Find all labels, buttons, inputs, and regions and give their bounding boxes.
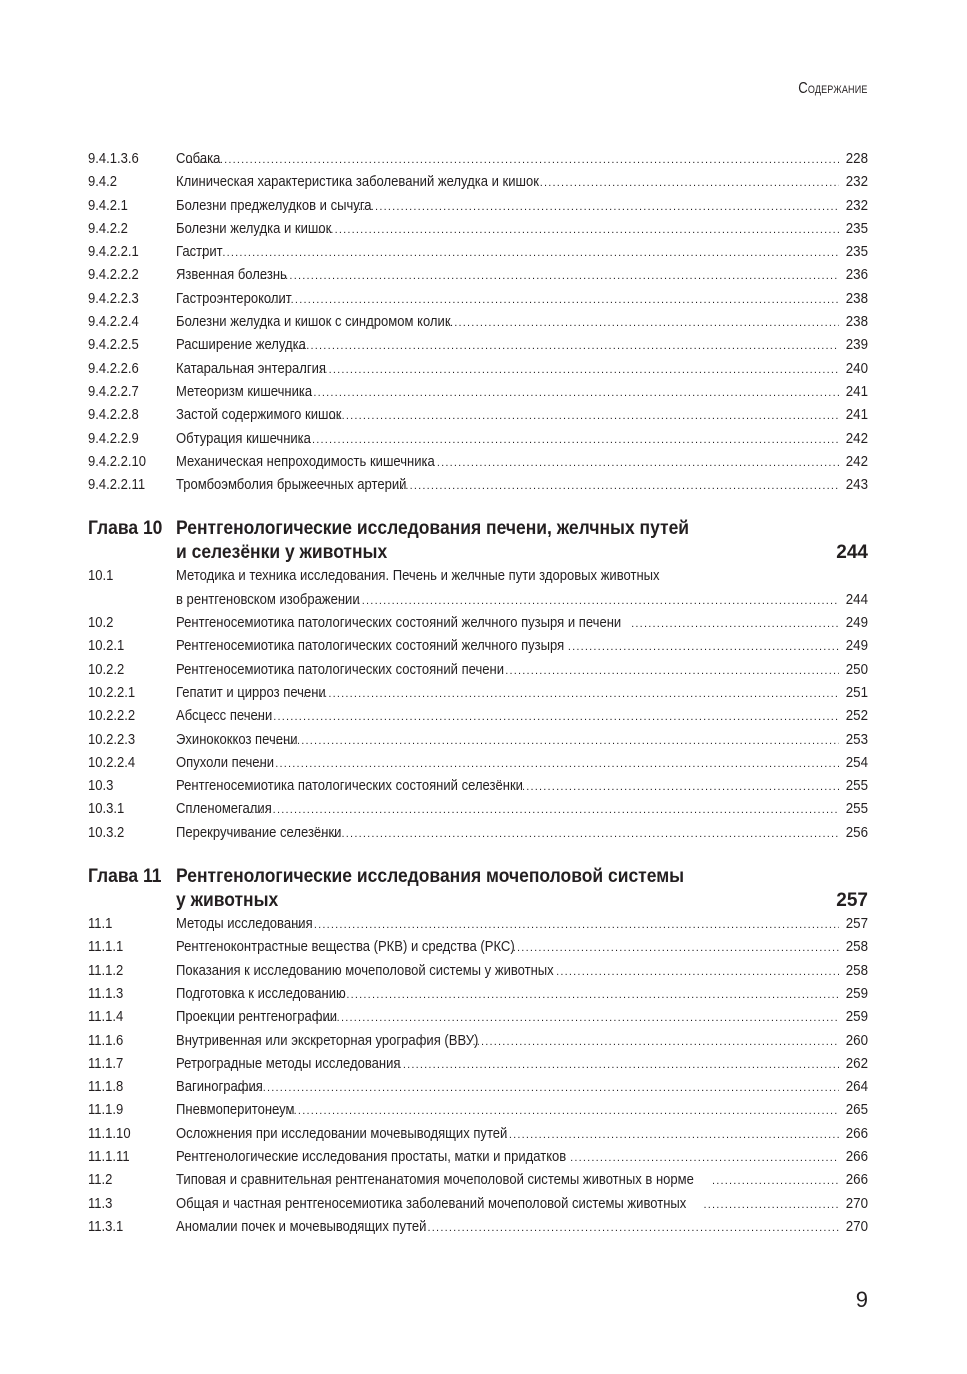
toc-entry[interactable] [88,1146,868,1169]
dot-leader [245,753,839,776]
entry-title: Расширение желудка [176,337,306,354]
dot-leader [522,776,839,799]
entry-page: 266 [845,1172,868,1189]
entry-page: 264 [845,1079,868,1096]
dot-leader [320,823,839,846]
entry-number: 9.4.2.2.3 [88,290,139,307]
entry-page: 265 [845,1102,868,1119]
toc-entry[interactable] [88,659,868,682]
dot-leader [393,475,839,498]
dot-leader [631,613,839,636]
running-head: Содержание [798,80,868,97]
entry-title: Рентгеноконтрастные вещества (РКВ) и средства (РКС) [176,939,515,956]
entry-page: 249 [845,615,868,632]
toc-entry[interactable] [88,404,868,427]
dot-leader [303,683,839,706]
chapter-label: Глава 11 [88,866,162,888]
entry-number: 9.4.2.2.1 [88,244,139,261]
entry-page: 249 [845,638,868,655]
entry-number: 11.1.8 [88,1079,124,1096]
dot-leader [540,172,839,195]
toc-entry[interactable] [88,682,868,705]
chapter-10-heading[interactable] [88,517,868,565]
dot-leader [188,242,839,265]
entry-page: 254 [845,754,868,771]
entry-page: 241 [845,407,868,424]
entry-page: 255 [845,801,868,818]
entry-number: 10.2.2.2 [88,708,136,725]
dot-leader [341,590,839,613]
toc-entry[interactable] [88,729,868,752]
chapter-title-cont: у животных [176,890,279,912]
toc-entry[interactable] [88,334,868,357]
entry-page: 232 [845,197,868,214]
dot-leader [386,1054,839,1077]
entry-title: Гастрит [176,244,223,261]
toc-entry[interactable] [88,752,868,775]
entry-title: Аномалии почек и мочевыводящих путей [176,1218,427,1235]
entry-number: 9.4.2.2.8 [88,407,139,424]
entry-number: 10.2 [88,615,114,632]
page-number: 9 [855,1287,868,1312]
entry-title: Общая и частная рентгеносемиотика заболеваний мочеполовой системы животных [176,1195,687,1212]
entry-title: Методика и техника исследования. Печень и желчные пути здоровых животных [176,568,660,585]
dot-leader [260,265,839,288]
entry-number: 11.1.10 [88,1125,131,1142]
section-9-list [88,148,868,497]
chapter-label: Глава 10 [88,518,163,540]
toc-entry[interactable] [88,705,868,728]
entry-page: 257 [845,916,868,933]
dot-leader [186,149,839,172]
entry-page: 266 [845,1148,868,1165]
entry-number: 9.4.2.2.2 [88,267,139,284]
dot-leader [303,359,839,382]
entry-page: 243 [845,477,868,494]
entry-number: 11.1.4 [88,1009,124,1026]
dot-leader [281,335,839,358]
chapter-title: Рентгенологические исследования мочеполовой системы [176,866,685,888]
chapter-page: 257 [836,890,868,912]
toc-entry[interactable] [88,381,868,404]
entry-page: 255 [845,778,868,795]
toc-entry[interactable] [88,1006,868,1029]
entry-title: Тромбоэмболия брыжеечных артерий [176,477,407,494]
table-of-contents [88,148,868,1239]
entry-number: 9.4.2.2.11 [88,477,146,494]
toc-entry[interactable] [88,775,868,798]
dot-leader [472,1031,839,1054]
entry-title-cont: в рентгеновском изображении [176,591,360,608]
entry-page: 258 [845,939,868,956]
entry-page: 242 [845,453,868,470]
dot-leader [288,382,839,405]
entry-page: 235 [845,244,868,261]
toc-entry[interactable] [88,1053,868,1076]
entry-number: 9.4.2.2.6 [88,360,139,377]
entry-title: Обтурация кишечника [176,430,311,447]
entry-title: Болезни преджелудков и сычуга [176,197,372,214]
dot-leader [286,429,839,452]
dot-leader [704,1194,840,1217]
dot-leader [265,289,839,312]
dot-leader [325,984,839,1007]
entry-title: Рентгеносемиотика патологических состояний селезёнки [176,778,523,795]
toc-entry[interactable] [88,1123,868,1146]
entry-number: 10.3.2 [88,824,125,841]
dot-leader [501,660,839,683]
entry-title: Болезни желудка и кишок [176,220,332,237]
dot-leader [424,452,839,475]
entry-title: Болезни желудка и кишок с синдромом колик [176,314,451,331]
entry-title: Гепатит и цирроз печени [176,684,326,701]
dot-leader [570,1147,839,1170]
entry-title: Рентгеносемиотика патологических состояний желчного пузыря и печени [176,615,622,632]
toc-entry[interactable] [88,195,868,218]
toc-entry[interactable] [88,171,868,194]
toc-entry[interactable] [88,264,868,287]
dot-leader [309,219,839,242]
entry-title: Показания к исследованию мочеполовой системы у животных [176,962,554,979]
toc-entry[interactable] [88,565,868,612]
entry-title: Язвенная болезнь [176,267,287,284]
entry-number: 9.4.2 [88,174,118,191]
entry-page: 238 [845,290,868,307]
toc-entry[interactable] [88,288,868,311]
entry-number: 10.3.1 [88,801,125,818]
entry-page: 270 [845,1195,868,1212]
toc-entry[interactable] [88,798,868,821]
entry-title: Перекручивание селезёнки [176,824,342,841]
dot-leader [272,730,840,753]
dot-leader [243,706,839,729]
chapter-page: 244 [836,542,868,564]
entry-title: Механическая непроходимость кишечника [176,453,435,470]
entry-number: 9.4.2.2 [88,220,128,237]
dot-leader [315,1007,839,1030]
entry-title: Вагинография [176,1079,263,1096]
toc-entry[interactable] [88,1076,868,1099]
entry-page: 240 [845,360,868,377]
entry-number: 11.3.1 [88,1218,124,1235]
entry-number: 11.2 [88,1172,113,1189]
entry-number: 11.1.2 [88,962,124,979]
dot-leader [268,1100,839,1123]
entry-page: 259 [845,985,868,1002]
entry-number: 9.4.2.2.9 [88,430,139,447]
entry-number: 9.4.2.2.10 [88,453,147,470]
entry-title: Пневмоперитонеум [176,1102,295,1119]
entry-title: Застой содержимого кишок [176,407,342,424]
toc-entry[interactable] [88,983,868,1006]
entry-number: 9.4.2.2.7 [88,383,139,400]
entry-number: 9.4.2.2.5 [88,337,139,354]
chapter-11-list [88,913,868,1239]
dot-leader [288,914,839,937]
toc-entry[interactable] [88,148,868,171]
entry-number: 10.3 [88,778,114,795]
entry-title: Подготовка к исследованию [176,985,346,1002]
entry-page: 262 [845,1055,868,1072]
toc-entry[interactable] [88,960,868,983]
entry-page: 232 [845,174,868,191]
entry-number: 10.2.2.3 [88,731,136,748]
dot-leader [556,961,839,984]
entry-number: 9.4.2.1 [88,197,128,214]
toc-entry[interactable] [88,451,868,474]
dot-leader [243,799,839,822]
entry-number: 11.1.1 [88,939,124,956]
toc-entry[interactable] [88,1030,868,1053]
entry-title: Катаральная энтералгия [176,360,326,377]
entry-page: 258 [845,962,868,979]
toc-entry[interactable] [88,913,868,936]
entry-page: 256 [845,824,868,841]
toc-entry[interactable] [88,822,868,845]
toc-entry[interactable] [88,1193,868,1216]
toc-entry[interactable] [88,1216,868,1239]
entry-page: 241 [845,383,868,400]
entry-page: 253 [845,731,868,748]
dot-leader [505,1124,839,1147]
entry-title: Метеоризм кишечника [176,383,313,400]
entry-title: Абсцесс печени [176,708,273,725]
entry-title: Проекции рентгенографии [176,1009,338,1026]
toc-entry[interactable] [88,1099,868,1122]
entry-title: Рентгенологические исследования простаты, матки и придатков [176,1148,567,1165]
entry-title: Собака [176,151,221,167]
toc-entry[interactable] [88,218,868,241]
entry-number: 11.1.6 [88,1032,124,1049]
entry-page: 239 [845,337,868,354]
toc-entry[interactable] [88,635,868,658]
entry-page: 236 [845,267,868,284]
entry-title: Методы исследования [176,916,313,933]
entry-title: Опухоли печени [176,754,275,771]
entry-number: 10.2.2.4 [88,754,136,771]
entry-number: 10.2.2 [88,661,125,678]
entry-page: 260 [845,1032,868,1049]
entry-number: 11.1 [88,916,113,933]
entry-title: Осложнения при исследовании мочевыводящих путей [176,1125,508,1142]
entry-page: 228 [845,151,868,167]
chapter-11-heading[interactable] [88,865,868,913]
entry-title: Спленомегалия [176,801,272,818]
toc-entry[interactable] [88,311,868,334]
entry-page: 238 [845,314,868,331]
entry-page: 250 [845,661,868,678]
entry-page: 242 [845,430,868,447]
entry-number: 11.3 [88,1195,113,1212]
entry-page: 259 [845,1009,868,1026]
entry-number: 11.1.11 [88,1148,130,1165]
entry-title: Ретроградные методы исследования [176,1055,401,1072]
entry-title: Рентгеносемиотика патологических состояний печени [176,661,505,678]
toc-entry[interactable] [88,612,868,635]
entry-number: 11.1.9 [88,1102,124,1119]
toc-entry[interactable] [88,474,868,497]
entry-number: 10.1 [88,568,114,585]
entry-title: Гастроэнтероколит [176,290,292,307]
chapter-title: Рентгенологические исследования печени, желчных путей [176,518,690,540]
chapter-title-cont: и селезёнки у животных [176,542,388,564]
entry-number: 10.2.1 [88,638,125,655]
dot-leader [320,405,839,428]
entry-page: 251 [845,684,868,701]
toc-entry[interactable] [88,358,868,381]
entry-page: 244 [845,591,868,608]
dot-leader [513,937,839,960]
dot-leader [415,1217,839,1240]
chapter-10-list [88,565,868,845]
entry-number: 9.4.2.2.4 [88,314,139,331]
entry-page: 252 [845,708,868,725]
toc-entry[interactable] [88,936,868,959]
toc-entry[interactable] [88,428,868,451]
entry-title: Рентгеносемиотика патологических состояний желчного пузыря [176,638,565,655]
entry-page: 235 [845,220,868,237]
entry-number: 11.1.3 [88,985,124,1002]
dot-leader [568,636,839,659]
entry-number: 9.4.1.3.6 [88,151,139,167]
entry-title: Внутривенная или экскреторная урография (ВВУ) [176,1032,479,1049]
entry-page: 270 [845,1218,868,1235]
entry-title: Клиническая характеристика заболеваний желудка и кишок [176,174,539,191]
entry-page: 266 [845,1125,868,1142]
dot-leader [354,196,839,219]
toc-entry[interactable] [88,241,868,264]
dot-leader [442,312,839,335]
toc-entry[interactable] [88,1169,868,1192]
dot-leader [712,1170,839,1193]
entry-title: Эхинококкоз печени [176,731,298,748]
entry-title: Типовая и сравнительная рентгенанатомия мочеполовой системы животных в норме [176,1172,694,1189]
dot-leader [233,1077,839,1100]
entry-number: 11.1.7 [88,1055,124,1072]
entry-number: 10.2.2.1 [88,684,136,701]
